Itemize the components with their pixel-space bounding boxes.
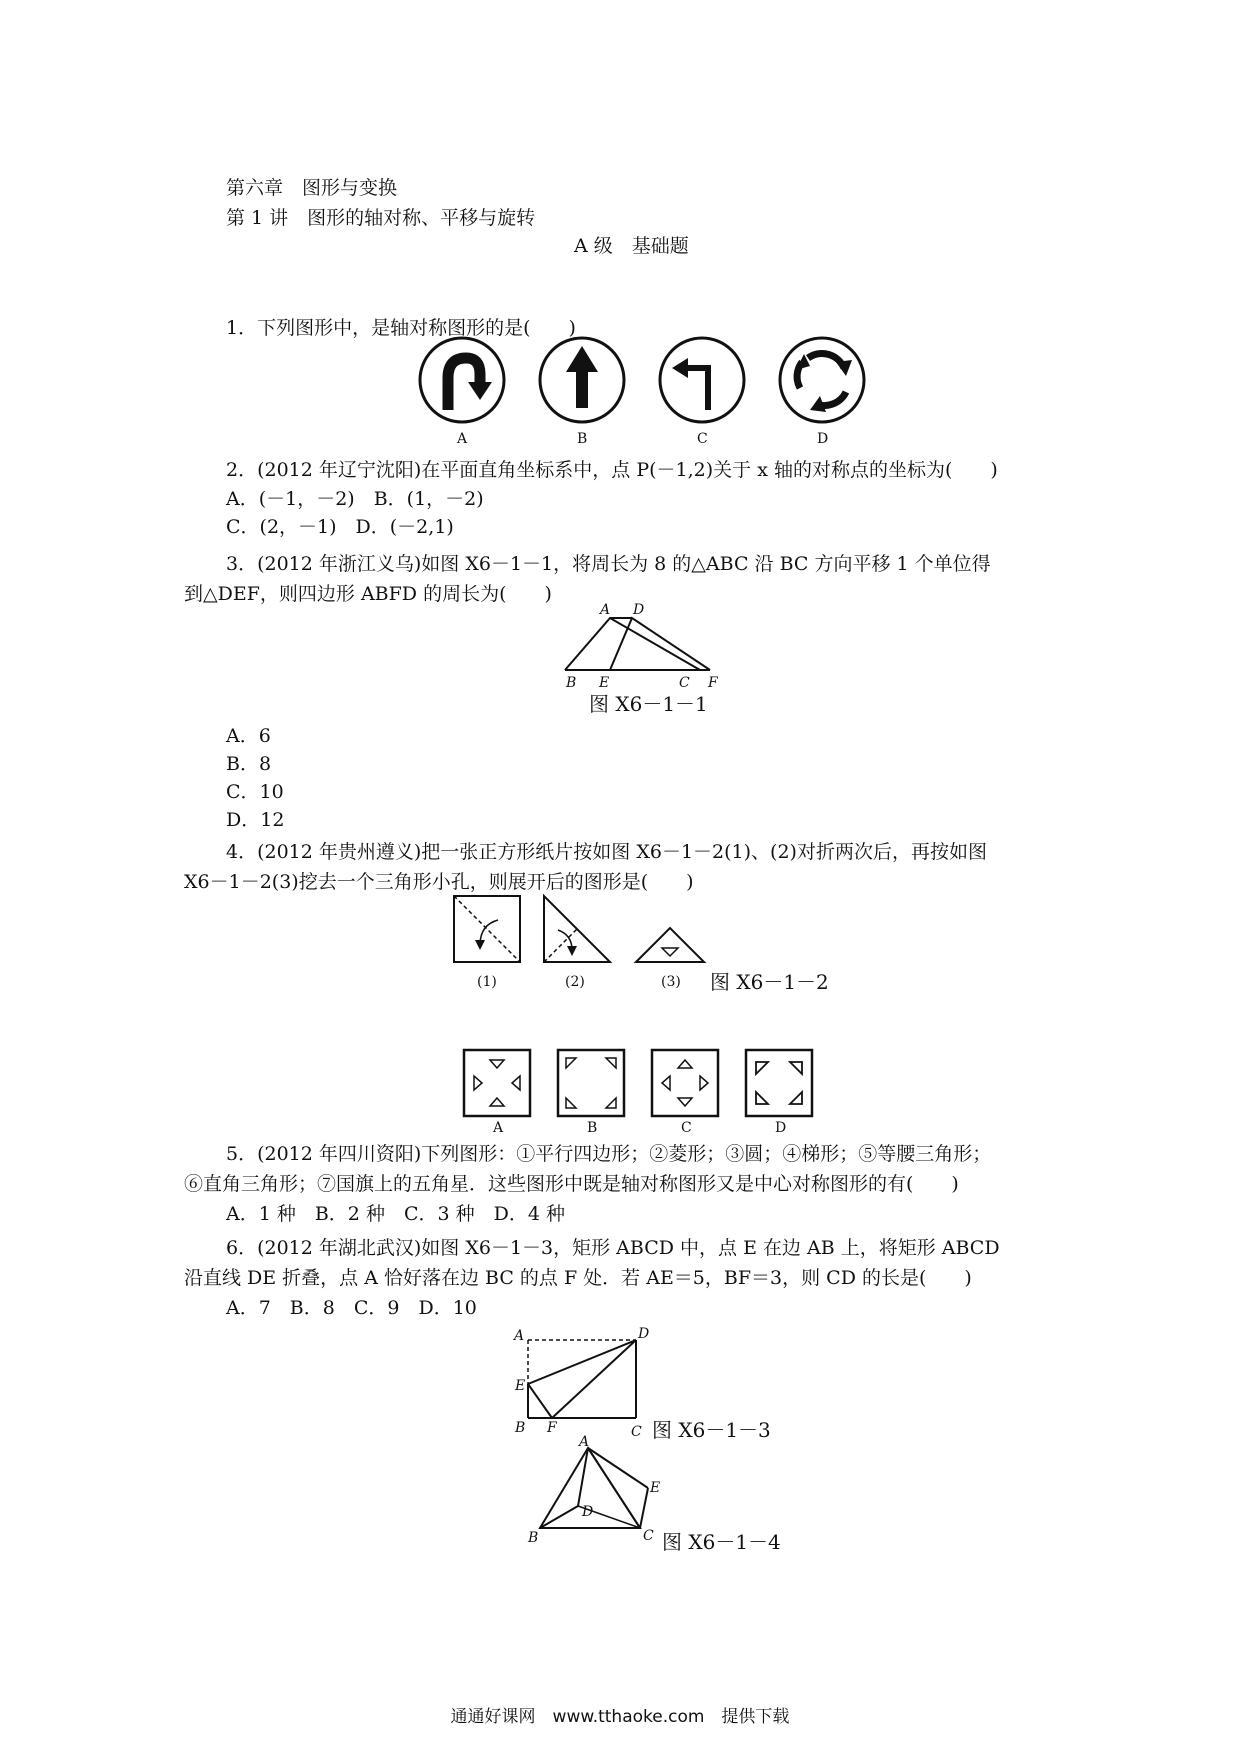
q1-label-c: C (697, 431, 708, 447)
q6-figure-caption: 图 X6－1－3 (652, 1418, 771, 1442)
q1-stem: 1．下列图形中，是轴对称图形的是( ) (226, 317, 576, 339)
q3-option-a: A．6 (226, 725, 271, 747)
q4-option-label-c: C (681, 1120, 692, 1136)
q1-label-d: D (817, 431, 829, 447)
q4-fold-label-2: (2) (565, 974, 585, 990)
q6-options: A．7 B．8 C．9 D．10 (226, 1297, 477, 1319)
q3-point-b: B (566, 675, 577, 691)
page-footer: 通通好课网 www.tthaoke.com 提供下载 (450, 1707, 790, 1727)
q5-stem-line1: 5．(2012 年四川资阳)下列图形：①平行四边形；②菱形；③圆；④梯形；⑤等腰三角形； (226, 1143, 992, 1165)
q3-option-b: B．8 (226, 753, 272, 775)
q4-stem-line2: X6－1－2(3)挖去一个三角形小孔，则展开后的图形是( ) (184, 871, 694, 893)
q4-option-label-a: A (493, 1120, 504, 1136)
fig4-point-e: E (650, 1480, 661, 1496)
q4-option-label-d: D (775, 1120, 787, 1136)
fig4-point-c: C (643, 1528, 654, 1544)
q3-stem-line1: 3．(2012 年浙江义乌)如图 X6－1－1，将周长为 8 的△ABC 沿 BC 方向平移 1 个单位得 (226, 553, 991, 575)
q3-point-d: D (633, 602, 645, 618)
lesson-title: 第 1 讲 图形的轴对称、平移与旋转 (226, 207, 536, 229)
q6-point-f: F (547, 1420, 557, 1436)
q2-stem: 2．(2012 年辽宁沈阳)在平面直角坐标系中，点 P(－1,2)关于 x 轴的对称点的坐标为( ) (226, 459, 998, 481)
q3-point-a: A (600, 602, 611, 618)
fig4-point-b: B (528, 1530, 539, 1546)
q6-point-a: A (514, 1328, 525, 1344)
q1-label-b: B (577, 431, 588, 447)
level-heading: A 级 基础题 (574, 235, 689, 257)
q4-fold-label-1: (1) (477, 974, 497, 990)
q4-fold-label-3: (3) (661, 974, 681, 990)
q3-stem-line2: 到△DEF，则四边形 ABFD 的周长为( ) (184, 583, 552, 605)
q6-point-d: D (638, 1326, 650, 1342)
q6-point-c: C (631, 1424, 642, 1440)
q5-options: A．1 种 B．2 种 C．3 种 D．4 种 (226, 1203, 565, 1225)
chapter-title: 第六章 图形与变换 (226, 177, 398, 199)
q3-point-f: F (708, 675, 718, 691)
q4-figure-caption: 图 X6－1－2 (710, 970, 829, 994)
q3-option-d: D．12 (226, 809, 285, 831)
fig4-point-a: A (579, 1434, 590, 1450)
fig4-caption: 图 X6－1－4 (662, 1530, 781, 1554)
q4-option-label-b: B (587, 1120, 598, 1136)
q3-point-c: C (679, 675, 690, 691)
fig4-point-d: D (582, 1504, 594, 1520)
q6-point-e: E (515, 1378, 526, 1394)
q3-figure-caption: 图 X6－1－1 (589, 692, 708, 716)
q1-label-a: A (457, 431, 468, 447)
q3-point-e: E (599, 675, 610, 691)
q5-stem-line2: ⑥直角三角形；⑦国旗上的五角星．这些图形中既是轴对称图形又是中心对称图形的有( ) (184, 1173, 959, 1195)
q6-point-b: B (515, 1420, 526, 1436)
q3-option-c: C．10 (226, 781, 284, 803)
q2-options-cd: C．(2，－1) D．(－2,1) (226, 516, 454, 538)
q6-stem-line1: 6．(2012 年湖北武汉)如图 X6－1－3，矩形 ABCD 中，点 E 在边 AB 上，将矩形 ABCD (226, 1237, 1000, 1259)
q4-stem-line1: 4．(2012 年贵州遵义)把一张正方形纸片按如图 X6－1－2(1)、(2)对折两次后，再按如图 (226, 841, 987, 863)
q2-options-ab: A．(－1，－2) B．(1，－2) (226, 488, 484, 510)
q6-stem-line2: 沿直线 DE 折叠，点 A 恰好落在边 BC 的点 F 处．若 AE＝5，BF＝3，则 CD 的长是( ) (184, 1267, 972, 1289)
